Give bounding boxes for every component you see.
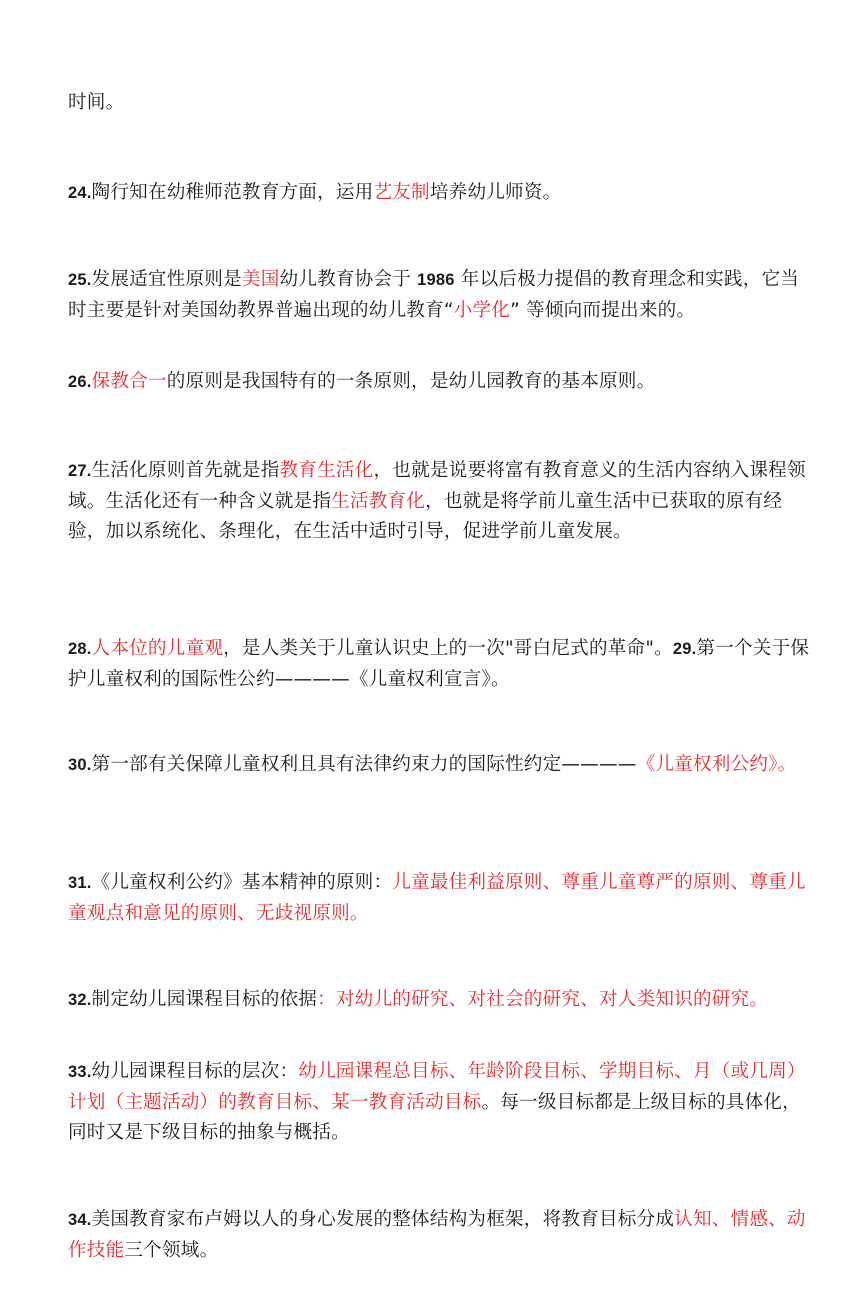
body-text: 的原则是我国特有的一条原则，是幼儿园教育的基本原则。 (166, 371, 656, 392)
highlight-text: 人本位的儿童观 (91, 638, 224, 659)
body-text: 《儿童权利公约》基本精神的原则： (91, 872, 393, 893)
item-number: 34. (68, 1211, 92, 1229)
item-number: 32. (68, 991, 92, 1009)
highlight-text: 儿童最佳利益原则、尊重儿童尊严的原则、尊重儿童观点和意见的原则、无歧视原则。 (68, 872, 806, 924)
body-text: ，也就是说要将富有教育意义的生活内容纳入课程领域。生活化还有一种含义就是指 (68, 460, 806, 512)
highlight-text: 教育生活化 (279, 460, 374, 481)
body-text: 。每一级目标都是上级目标的具体化，同时又是下级目标的抽象与概括。 (68, 1091, 801, 1143)
highlight-text: 保教合一 (91, 371, 167, 392)
paragraph-26 (68, 367, 810, 398)
item-number: 27. (68, 462, 92, 480)
paragraph-28 (68, 634, 810, 695)
highlight-text: 认知、情感、动作技能 (68, 1209, 806, 1261)
body-text: ，是人类关于儿童认识史上的一次"哥白尼式的革命"。 (223, 638, 673, 659)
body-text: 发展适宜性原则是 (91, 269, 242, 290)
paragraph-27 (68, 456, 810, 548)
item-number: 30. (68, 756, 92, 774)
paragraph-24 (68, 178, 810, 209)
highlight-text: 生活教育化 (331, 490, 426, 512)
body-text: 陶行知在幼稚师范教育方面，运用 (91, 182, 374, 203)
body-text: 生活化原则首先就是指 (91, 460, 280, 481)
highlight-text: 幼儿园课程总目标、年龄阶段目标、学期目标、月（或几周）计划（主题活动）的教育目标、某一教育活动目标 (68, 1061, 806, 1113)
body-text: ，也就是将学前儿童生活中已获取的原有经验，加以系统化、条理化，在生活中适时引导，促进学前儿童发展。 (68, 490, 783, 542)
body-text: 年以后极力提倡的教育理念和实践，它当时主要是针对美国幼教界普遍出现的幼儿教育“ (68, 269, 800, 321)
item-number: 31. (68, 874, 92, 892)
body-text: 第一个关于保护儿童权利的国际性公约————《儿童权利宣言》。 (68, 638, 810, 690)
item-number: 26. (68, 373, 92, 391)
body-text: 培养幼儿师资。 (429, 182, 562, 203)
item-number: 24. (68, 184, 92, 202)
paragraph-25 (68, 265, 810, 326)
item-number: 1986 (417, 271, 455, 289)
paragraph-time-tail (68, 88, 810, 119)
paragraph-31 (68, 868, 810, 929)
highlight-text: 美国 (241, 269, 280, 290)
body-text: 制定幼儿园课程目标的依据 (91, 989, 318, 1010)
item-number: 25. (68, 271, 92, 289)
paragraph-32 (68, 985, 810, 1016)
item-number: 29. (672, 640, 697, 658)
body-text: 幼儿教育协会于 (279, 269, 418, 290)
body-text: 幼儿园课程目标的层次： (91, 1061, 299, 1082)
body-text: 第一部有关保障儿童权利且具有法律约束力的国际性约定———— (91, 754, 637, 775)
body-text: 三个领域。 (124, 1239, 219, 1261)
highlight-text: 艺友制 (373, 182, 430, 203)
highlight-text: ：对幼儿的研究、对社会的研究、对人类知识的研究。 (317, 989, 769, 1010)
paragraph-34 (68, 1205, 810, 1266)
highlight-text: 小学化 (453, 299, 511, 321)
paragraph-33 (68, 1057, 810, 1149)
item-number: 33. (68, 1063, 92, 1081)
body-text: ” 等倾向而提出来的。 (510, 299, 696, 321)
highlight-text: 《儿童权利公约》。 (636, 754, 797, 775)
paragraph-30 (68, 750, 810, 781)
item-number: 28. (68, 640, 92, 658)
body-text: 美国教育家布卢姆以人的身心发展的整体结构为框架，将教育目标分成 (91, 1209, 675, 1230)
body-text: 时间。 (68, 92, 125, 113)
